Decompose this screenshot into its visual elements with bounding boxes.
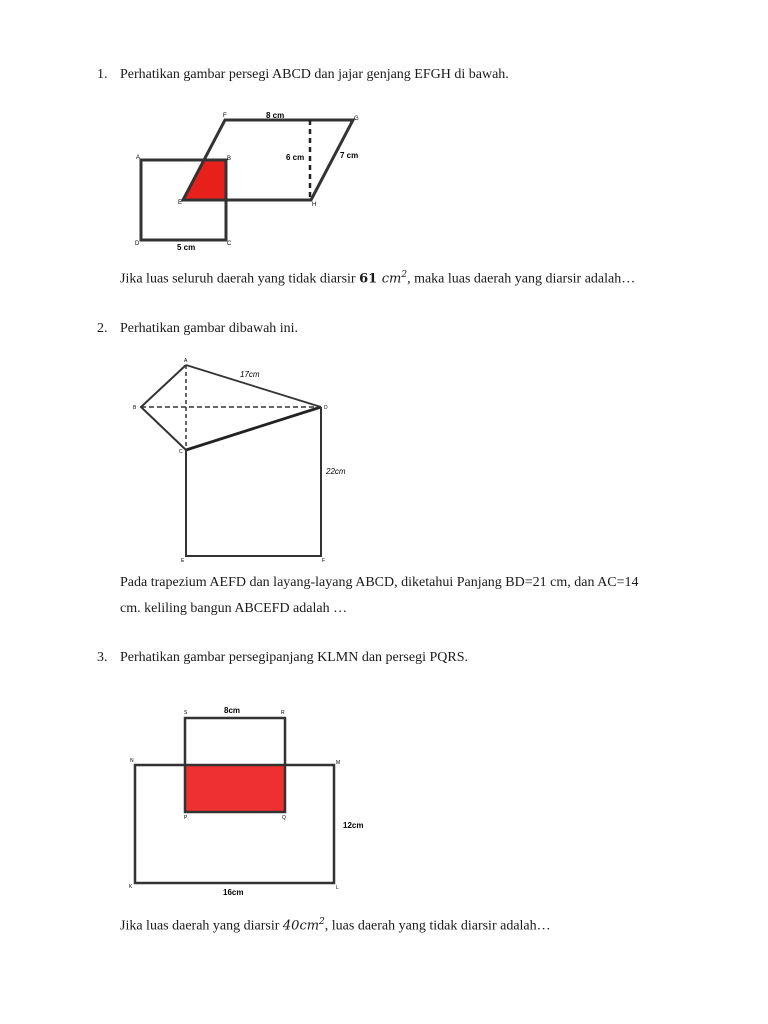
dim-side: 7 cm	[340, 151, 359, 160]
q1-text-after: , maka luas daerah yang diarsir adalah…	[407, 271, 636, 287]
q2-line-2: cm. keliling bangun ABCEFD adalah …	[120, 601, 348, 616]
question-2-prompt: Perhatikan gambar dibawah ini.	[120, 321, 299, 336]
q1-math-exp: 2	[401, 270, 408, 280]
label-c: C	[179, 449, 183, 455]
dim-side: 12cm	[343, 821, 364, 830]
label-f: F	[322, 558, 326, 564]
question-1-statement	[120, 270, 635, 288]
label-d: D	[135, 241, 140, 247]
dim-bottom: 5 cm	[177, 243, 196, 252]
q1-text-before: Jika luas seluruh daerah yang tidak diarsir	[120, 271, 360, 287]
dim-ad: 17cm	[240, 370, 260, 379]
label-m: M	[336, 760, 341, 766]
label-e: E	[181, 558, 185, 564]
question-3-statement	[120, 917, 551, 935]
label-l: L	[336, 885, 339, 891]
label-g: G	[354, 116, 359, 122]
q1-math-unit: cm	[381, 271, 402, 287]
question-1-number: 1.	[97, 67, 108, 82]
label-b: B	[227, 156, 232, 162]
figure-kite-trapezium	[128, 353, 350, 565]
dim-top: 8cm	[224, 706, 241, 715]
label-e: E	[178, 200, 183, 206]
q3-text-before: Jika luas daerah yang diarsir	[120, 918, 283, 934]
question-2-statement	[120, 570, 710, 622]
label-d: D	[324, 405, 328, 411]
q1-math-value: 61	[359, 271, 382, 287]
question-3-number: 3.	[97, 650, 108, 665]
dim-height: 6 cm	[286, 153, 305, 162]
q2-line-1: Pada trapezium AEFD dan layang-layang ABCD, diketahui Panjang BD=21 cm, dan AC=14	[120, 575, 639, 590]
label-b: B	[133, 405, 137, 411]
shaded-overlap	[185, 765, 285, 812]
dim-top: 8 cm	[266, 111, 285, 120]
label-n: N	[130, 758, 134, 764]
dim-df: 22cm	[326, 467, 346, 476]
question-3-prompt: Perhatikan gambar persegipanjang KLMN dan persegi PQRS.	[120, 650, 468, 665]
label-p: P	[184, 815, 188, 821]
dim-bottom: 16cm	[223, 888, 244, 897]
label-k: K	[129, 884, 133, 890]
label-h: H	[312, 202, 317, 208]
q3-math-unit: cm	[299, 918, 320, 934]
label-a: A	[184, 358, 188, 364]
label-s: S	[184, 710, 188, 716]
figure-square-parallelogram	[120, 100, 380, 260]
label-q: Q	[282, 815, 286, 821]
q3-text-after: , luas daerah yang tidak diarsir adalah…	[324, 918, 551, 934]
question-2-number: 2.	[97, 321, 108, 336]
question-1-prompt: Perhatikan gambar persegi ABCD dan jajar genjang EFGH di bawah.	[120, 67, 509, 82]
q3-math-exp: 2	[319, 917, 325, 927]
label-a: A	[136, 155, 141, 161]
label-r: R	[281, 710, 285, 716]
label-f: F	[223, 113, 227, 119]
label-c: C	[227, 241, 232, 247]
figure-rectangle-square	[122, 700, 380, 902]
q3-math-value: 40	[282, 918, 300, 934]
